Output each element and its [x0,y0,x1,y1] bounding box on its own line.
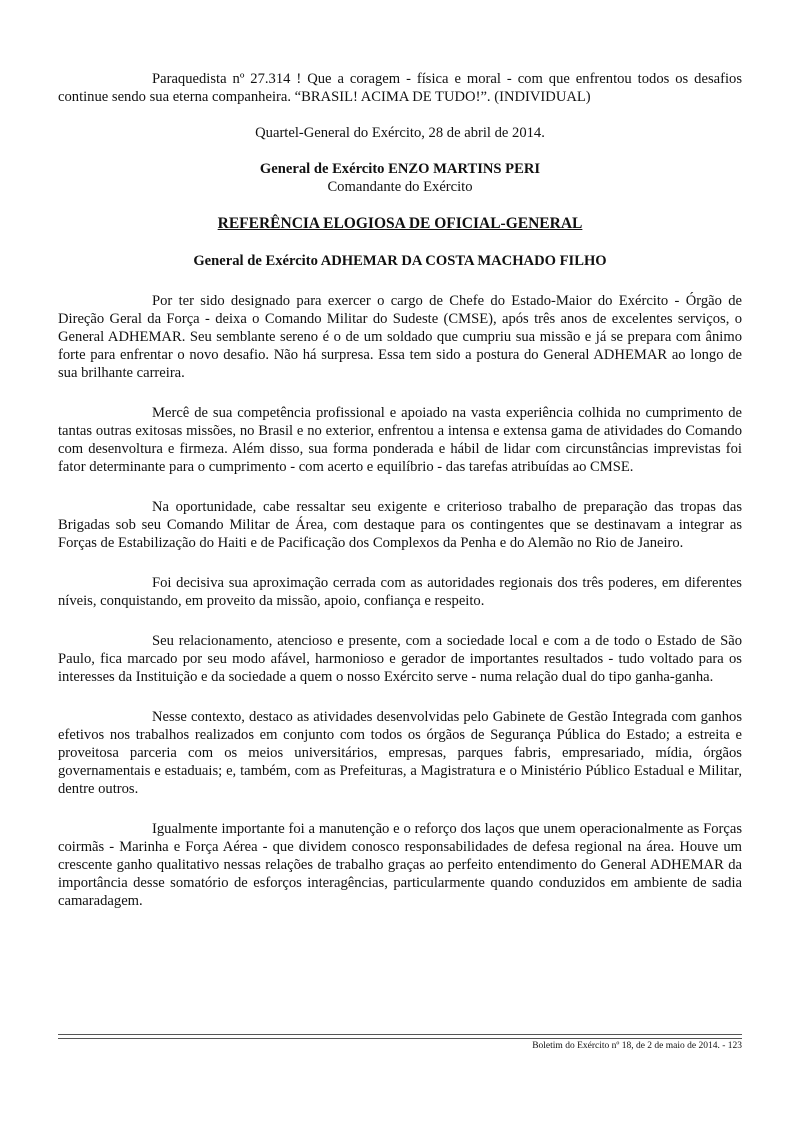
body-paragraph-5: Seu relacionamento, atencioso e presente, com a sociedade local e com a de todo o Estado de São Paulo, fica marcado por seu modo afável, harmonioso e gerador de importantes resultados - tudo voltado para os interesses da Instituição e da sociedade a quem o nosso Exército serve - numa relação dual do tipo ganha-ganha. [58,633,742,685]
document-page [58,70,742,910]
body-paragraph-1: Por ter sido designado para exercer o cargo de Chefe do Estado-Maior do Exército - Órgão de Direção Geral da Força - deixa o Comando Militar do Sudeste (CMSE), após três anos de excelentes serviços, o General ADHEMAR. Seu semblante sereno é o de um soldado que cumpriu sua missão e já se prepara com ânimo forte para enfrentar o novo desafio. Não há surpresa. Essa tem sido a postura do General ADHEMAR ao longo de sua brilhante carreira. [58,293,742,381]
signatory-role: Comandante do Exército [327,179,473,195]
section-title: REFERÊNCIA ELOGIOSA DE OFICIAL-GENERAL [217,215,583,232]
footer-rule-bottom [58,1038,742,1039]
section-subject: General de Exército ADHEMAR DA COSTA MACHADO FILHO [193,253,607,269]
place-date: Quartel-General do Exército, 28 de abril de 2014. [255,125,545,141]
body-paragraph-4: Foi decisiva sua aproximação cerrada com as autoridades regionais dos três poderes, em diferentes níveis, conquistando, em proveito da missão, apoio, confiança e respeito. [58,575,742,609]
body-paragraph-7: Igualmente importante foi a manutenção e o reforço dos laços que unem operacionalmente as Forças coirmãs - Marinha e Força Aérea - que dividem conosco responsabilidades de defesa regional na área. Houve um crescente ganho qualitativo nessas relações de trabalho graças ao perfeito entendimento do General ADHEMAR da importância desse somatório de esforços interagências, particularmente quando conduzidos em ambiente de sadia camaradagem. [58,821,742,909]
bulletin-reference: Boletim do Exército nº 18, de 2 de maio de 2014. - 123 [532,1041,742,1051]
body-paragraph-2: Mercê de sua competência profissional e apoiado na vasta experiência colhida no cumprimento de tantas outras exitosas missões, no Brasil e no exterior, enfrentou a intensa e extensa gama de atividades do Comando com desenvoltura e firmeza. Além disso, sua forma ponderada e hábil de lidar com circunstâncias imprevistas foi fator determinante para o cumprimento - com acerto e equilíbrio - das tarefas atribuídas ao CMSE. [58,405,742,475]
citation-paragraph: Paraquedista nº 27.314 ! Que a coragem - física e moral - com que enfrentou todos os desafios continue sendo sua eterna companheira. “BRASIL! ACIMA DE TUDO!”. (INDIVIDUAL) [58,71,742,105]
page-footer [58,1034,742,1052]
body-paragraph-3: Na oportunidade, cabe ressaltar seu exigente e criterioso trabalho de preparação das tropas das Brigadas sob seu Comando Militar de Área, com destaque para os contingentes que se destinavam a integrar as Forças de Estabilização do Haiti e de Pacificação dos Complexos da Penha e do Alemão no Rio de Janeiro. [58,499,742,551]
footer-rule-top [58,1034,742,1035]
body-paragraph-6: Nesse contexto, destaco as atividades desenvolvidas pelo Gabinete de Gestão Integrada com ganhos efetivos nos trabalhos realizados em conjunto com todos os órgãos de Segurança Pública do Estado; a estreita e proveitosa parceria com os meios universitários, empresas, parques fabris, empresariado, mídia, órgãos governamentais e estaduais; e, também, com as Prefeituras, a Magistratura e o Ministério Público Estadual e Militar, dentre outros. [58,709,742,797]
signatory-name: General de Exército ENZO MARTINS PERI [259,161,541,177]
